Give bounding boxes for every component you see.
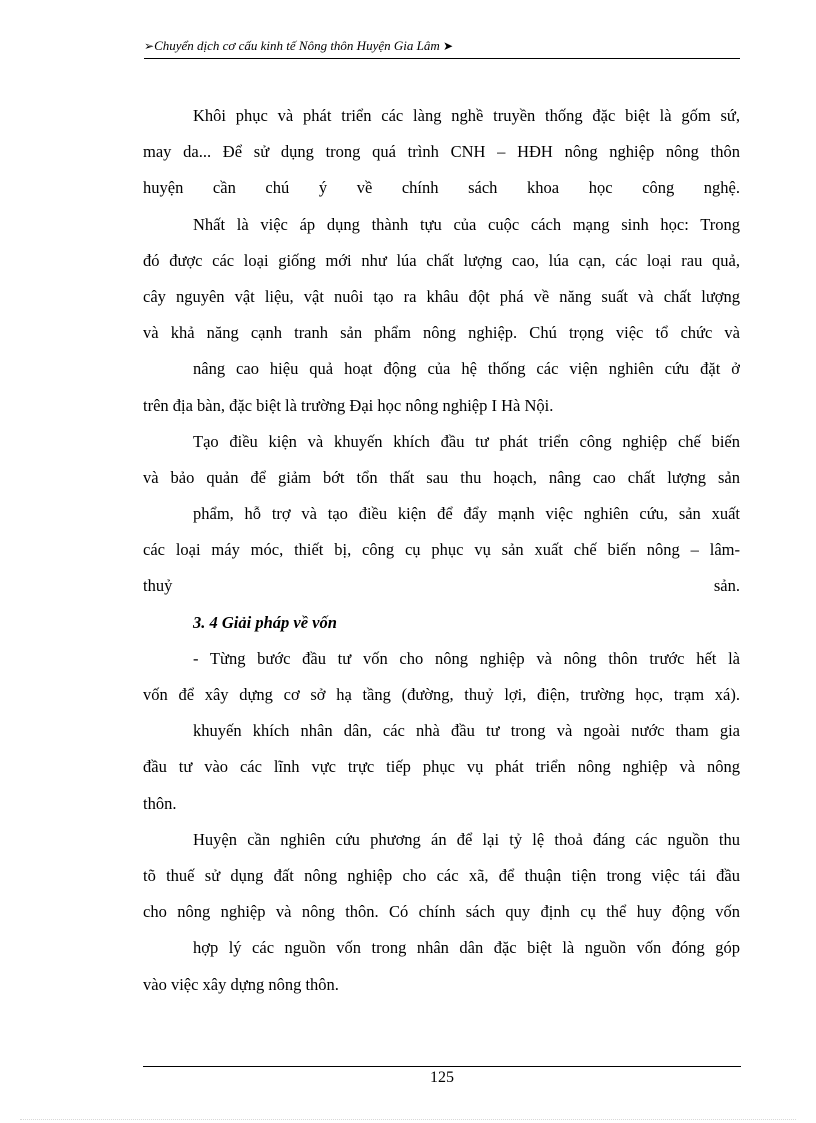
text-line: đó được các loại giống mới như lúa chất lượng cao, lúa cạn, các loại rau quả,: [143, 250, 740, 270]
text-line: và bảo quản để giảm bớt tổn thất sau thu hoạch, nâng cao chất lượng sản: [143, 467, 740, 487]
text-line: các loại máy móc, thiết bị, công cụ phục vụ sản xuất chế biến nông – lâm-: [143, 540, 740, 560]
text-line: Huyện cần nghiên cứu phương án để lại tỷ lệ thoả đáng các nguồn thu: [193, 829, 740, 849]
text-line: cây nguyên vật liệu, vật nuôi tạo ra khâu đột phá về năng suất và chất lượng: [143, 286, 740, 306]
text-line: thôn.: [143, 793, 177, 813]
text-line: trên địa bàn, đặc biệt là trường Đại học nông nghiệp I Hà Nội.: [143, 395, 554, 415]
section-heading: 3. 4 Giải pháp về vốn: [193, 612, 337, 632]
text-line: tõ thuế sử dụng đất nông nghiệp cho các xã, để thuận tiện trong việc tái đầu: [143, 865, 740, 885]
text-line: đầu tư vào các lĩnh vực trực tiếp phục vụ phát triển nông nghiệp và nông: [143, 757, 740, 777]
text-line: vào việc xây dựng nông thôn.: [143, 974, 339, 994]
text-line: phẩm, hỗ trợ và tạo điều kiện để đẩy mạnh việc nghiên cứu, sản xuất: [193, 504, 740, 524]
header-title: Chuyển dịch cơ cấu kinh tế Nông thôn Huyện Gia Lâm: [154, 38, 440, 53]
text-line: nâng cao hiệu quả hoạt động của hệ thống các viện nghiên cứu đặt ở: [193, 359, 740, 379]
text-line: thuỷ sản.: [143, 576, 740, 596]
page-number: 125: [430, 1069, 454, 1086]
text-line: khuyến khích nhân dân, các nhà đầu tư trong và ngoài nước tham gia: [193, 721, 740, 741]
text-line: và khả năng cạnh tranh sản phẩm nông nghiệp. Chú trọng việc tổ chức và: [143, 323, 740, 343]
text-line: vốn để xây dựng cơ sở hạ tầng (đường, thuỷ lợi, điện, trường học, trạm xá).: [143, 685, 740, 704]
header-arrow-left-icon: ➢: [144, 39, 155, 53]
text-line: cho nông nghiệp và nông thôn. Có chính sách quy định cụ thể huy động vốn: [143, 902, 740, 922]
text-line: huyện cần chú ý về chính sách khoa học công nghệ.: [143, 178, 740, 198]
header-arrow-right-icon: ➤: [442, 39, 454, 53]
text-line: Nhất là việc áp dụng thành tựu của cuộc cách mạng sinh học: Trong: [193, 214, 740, 234]
text-line: - Từng bước đầu tư vốn cho nông nghiệp và nông thôn trước hết là: [193, 648, 740, 668]
document-body: [143, 98, 740, 1003]
text-line: hợp lý các nguồn vốn trong nhân dân đặc biệt là nguồn vốn đóng góp: [193, 938, 740, 958]
text-line: may da... Để sử dụng trong quá trình CNH – HĐH nông nghiệp nông thôn: [143, 142, 740, 162]
footer-divider: [143, 1066, 741, 1067]
text-line: Tạo điều kiện và khuyến khích đầu tư phát triển công nghiệp chế biến: [193, 431, 740, 451]
page-bottom-dotted-border: [20, 1119, 796, 1120]
text-line: Khôi phục và phát triển các làng nghề truyền thống đặc biệt là gốm sứ,: [193, 106, 740, 125]
running-header: [144, 36, 740, 59]
